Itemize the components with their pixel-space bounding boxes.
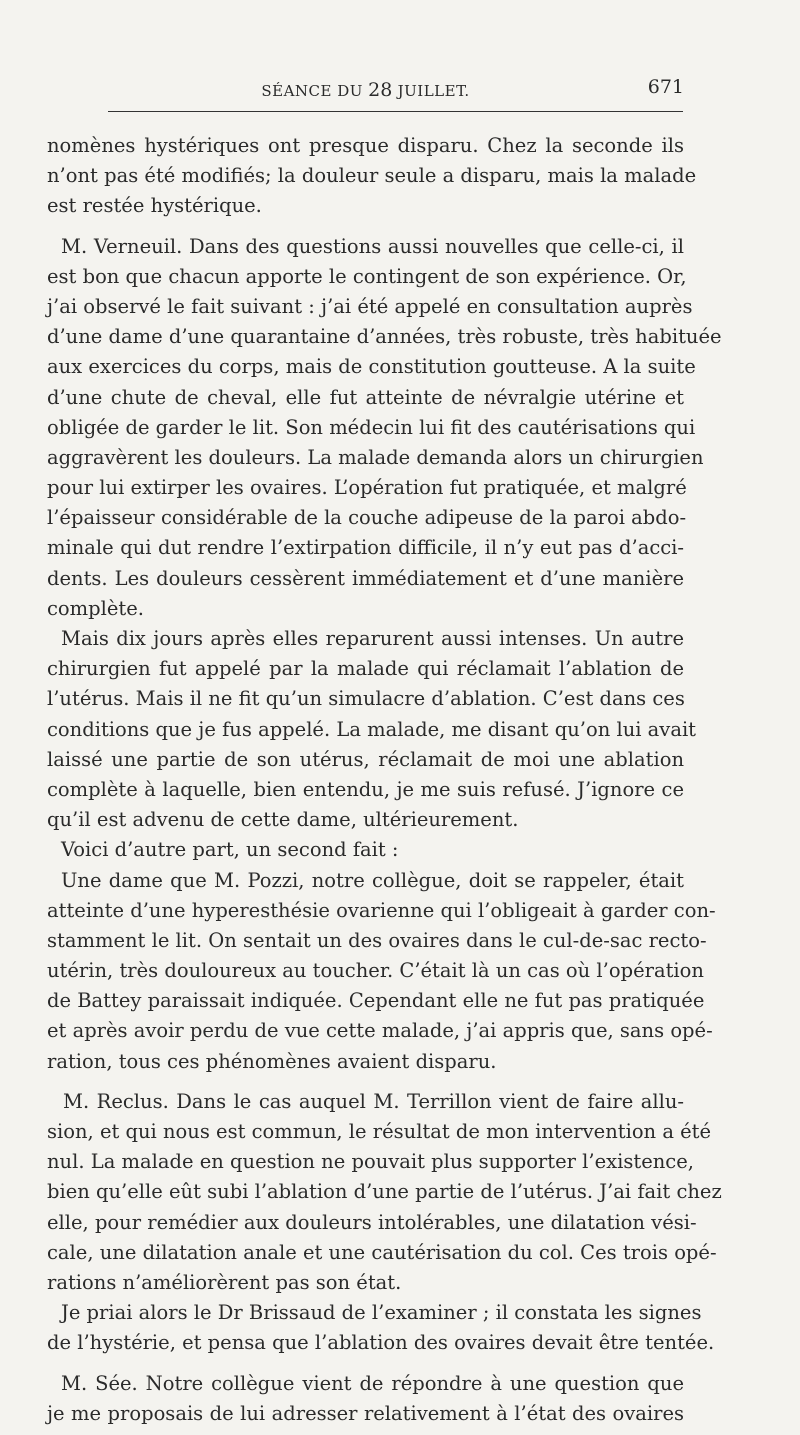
text-line: de l’hystérie, et pensa que l’ablation des ovaires devait être tentée. <box>47 1331 715 1355</box>
text-line: M. Sée. Notre collègue vient de répondre à une question que <box>61 1371 684 1395</box>
text-line: atteinte d’une hyperesthésie ovarienne qui l’obligeait à garder con- <box>47 898 716 922</box>
text-line: M. Verneuil. Dans des questions aussi nouvelles que celle-ci, il <box>61 234 684 258</box>
text-line: j’ai observé le fait suivant : j’ai été appelé en consultation auprès <box>47 294 693 318</box>
text-body <box>47 131 722 1429</box>
text-line: complète. <box>47 596 144 620</box>
running-title-part: SÉANCE DU <box>261 82 369 100</box>
text-line: qu’il est advenu de cette dame, ultérieurement. <box>47 808 519 832</box>
text-line: est restée hystérique. <box>47 194 262 218</box>
text-line: aux exercices du corps, mais de constitution goutteuse. A la suite <box>47 355 696 379</box>
text-line: complète à laquelle, bien entendu, je me suis refusé. J’ignore ce <box>47 777 684 801</box>
text-line: ration, tous ces phénomènes avaient disparu. <box>47 1049 497 1073</box>
text-line: cale, une dilatation anale et une cautérisation du col. Ces trois opé- <box>47 1240 717 1264</box>
text-line: minale qui dut rendre l’extirpation difficile, il n’y eut pas d’acci- <box>47 536 684 560</box>
text-line: stamment le lit. On sentait un des ovaires dans le cul-de-sac recto- <box>47 928 707 952</box>
header-rule <box>108 111 683 112</box>
text-line: sion, et qui nous est commun, le résultat de mon intervention a été <box>47 1120 712 1143</box>
text-line: Mais dix jours après elles reparurent aussi intenses. Un autre <box>61 627 684 650</box>
text-line: l’utérus. Mais il ne fit qu’un simulacre d’ablation. C’est dans ces <box>47 687 685 711</box>
text-line: pour lui extirper les ovaires. L’opération fut pratiquée, et malgré <box>47 476 687 500</box>
text-line: d’une dame d’une quarantaine d’années, très robuste, très habituée <box>47 325 722 349</box>
page-number: 671 <box>647 76 684 98</box>
text-line: nomènes hystériques ont presque disparu. Chez la seconde ils <box>47 134 684 157</box>
text-line: Je priai alors le Dr Brissaud de l’examiner ; il constata les signes <box>61 1301 702 1325</box>
text-line: Voici d’autre part, un second fait : <box>61 838 399 862</box>
text-line: aggravèrent les douleurs. La malade demanda alors un chirurgien <box>47 445 704 469</box>
text-line: bien qu’elle eût subi l’ablation d’une partie de l’utérus. J’ai fait chez <box>47 1180 722 1204</box>
text-line: laissé une partie de son utérus, réclamait de moi une ablation <box>47 747 684 771</box>
text-line: n’ont pas été modifiés; la douleur seule a disparu, mais la malade <box>47 164 697 188</box>
running-head <box>47 76 684 100</box>
running-title <box>47 79 684 101</box>
text-line: et après avoir perdu de vue cette malade, j’ai appris que, sans opé- <box>47 1019 713 1043</box>
text-line: est bon que chacun apporte le contingent de son expérience. Or, <box>47 264 687 288</box>
text-line: de Battey paraissait indiquée. Cependant elle ne fut pas pratiquée <box>47 989 705 1013</box>
text-line: l’épaisseur considérable de la couche adipeuse de la paroi abdo- <box>47 506 687 530</box>
text-line: rations n’améliorèrent pas son état. <box>47 1270 402 1294</box>
text-line: M. Reclus. Dans le cas auquel M. Terrillon vient de faire allu- <box>63 1089 684 1113</box>
text-line: nul. La malade en question ne pouvait plus supporter l’existence, <box>47 1150 694 1174</box>
text-line: conditions que je fus appelé. La malade, me disant qu’on lui avait <box>47 717 697 741</box>
text-line: obligée de garder le lit. Son médecin lui fit des cautérisations qui <box>47 415 696 439</box>
running-title-date: 28 <box>368 79 393 101</box>
text-line: utérin, très douloureux au toucher. C’était là un cas où l’opération <box>47 959 704 983</box>
text-line: chirurgien fut appelé par la malade qui réclamait l’ablation de <box>47 657 684 681</box>
text-line: d’une chute de cheval, elle fut atteinte de névralgie utérine et <box>47 385 684 409</box>
text-line: elle, pour remédier aux douleurs intolérables, une dilatation vési- <box>47 1210 697 1234</box>
text-line: Une dame que M. Pozzi, notre collègue, doit se rappeler, était <box>61 868 684 892</box>
running-title-part: JUILLET. <box>392 82 470 100</box>
text-line: je me proposais de lui adresser relativement à l’état des ovaires <box>47 1401 684 1425</box>
text-line: dents. Les douleurs cessèrent immédiatement et d’une manière <box>47 566 684 590</box>
